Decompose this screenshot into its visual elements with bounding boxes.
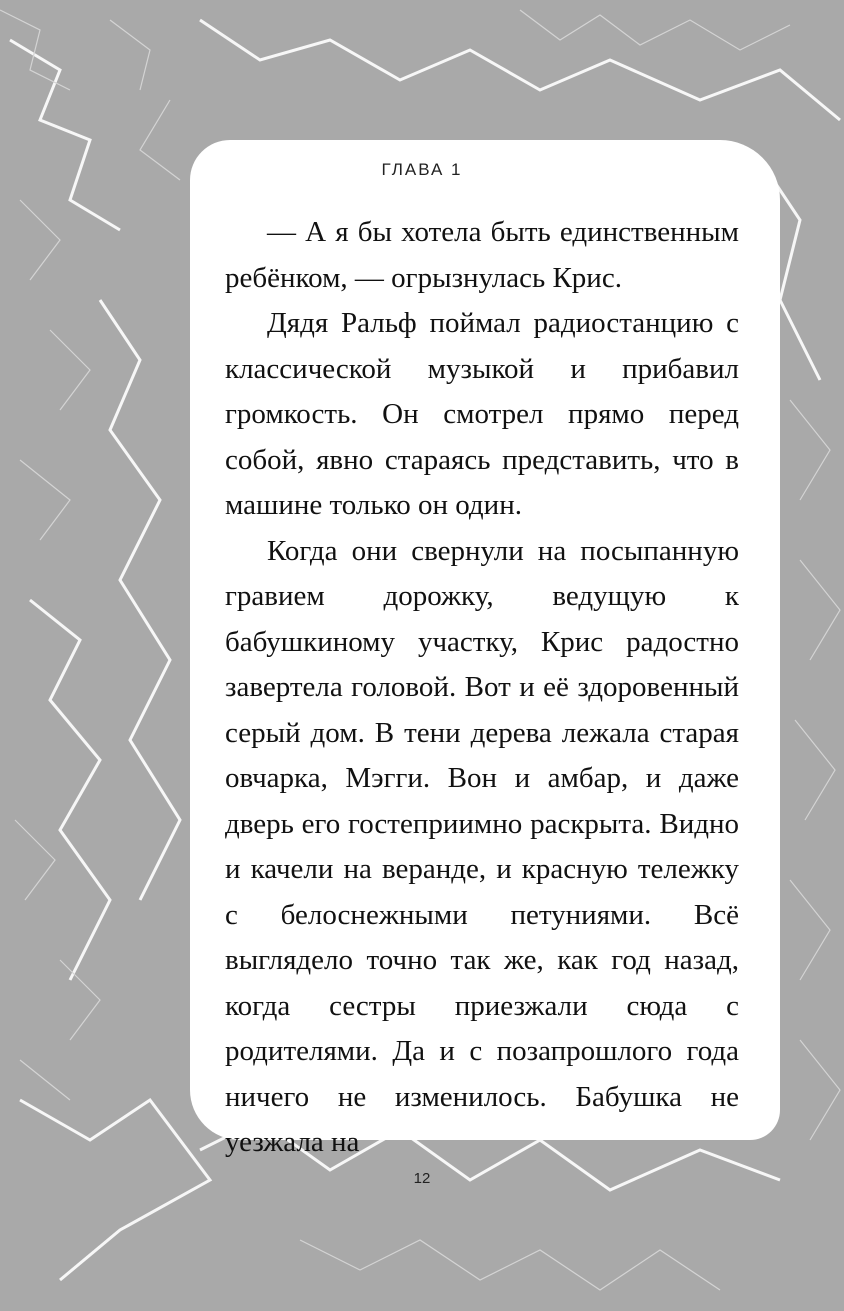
- paragraph: Дядя Ральф поймал радиостанцию с классической музыкой и прибавил громкость. Он смотрел прямо перед собой, явно стараясь представить, что в машине только он один.: [225, 307, 739, 521]
- paragraph: — А я бы хотела быть единственным ребёнком, — огрызнулась Крис.: [225, 216, 739, 294]
- body-text: [225, 210, 739, 1166]
- chapter-title: ГЛАВА 1: [381, 160, 463, 179]
- page-number: 12: [413, 1170, 431, 1187]
- paragraph: Когда они свернули на посыпанную гравием дорожку, ведущую к бабушкиному участку, Крис радостно завертела головой. Вот и её здоровенный серый дом. В тени дерева лежала старая овчарка, Мэгги. Вон и амбар, и даже дверь его гостеприимно раскрыта. Видно и качели на веранде, и красную тележку с белоснежными петуниями. Всё выглядело точно так же, как год назад, когда сестры приезжали сюда с родителями. Да и с позапрошлого года ничего не изменилось. Бабушка не уезжала на: [225, 534, 739, 1158]
